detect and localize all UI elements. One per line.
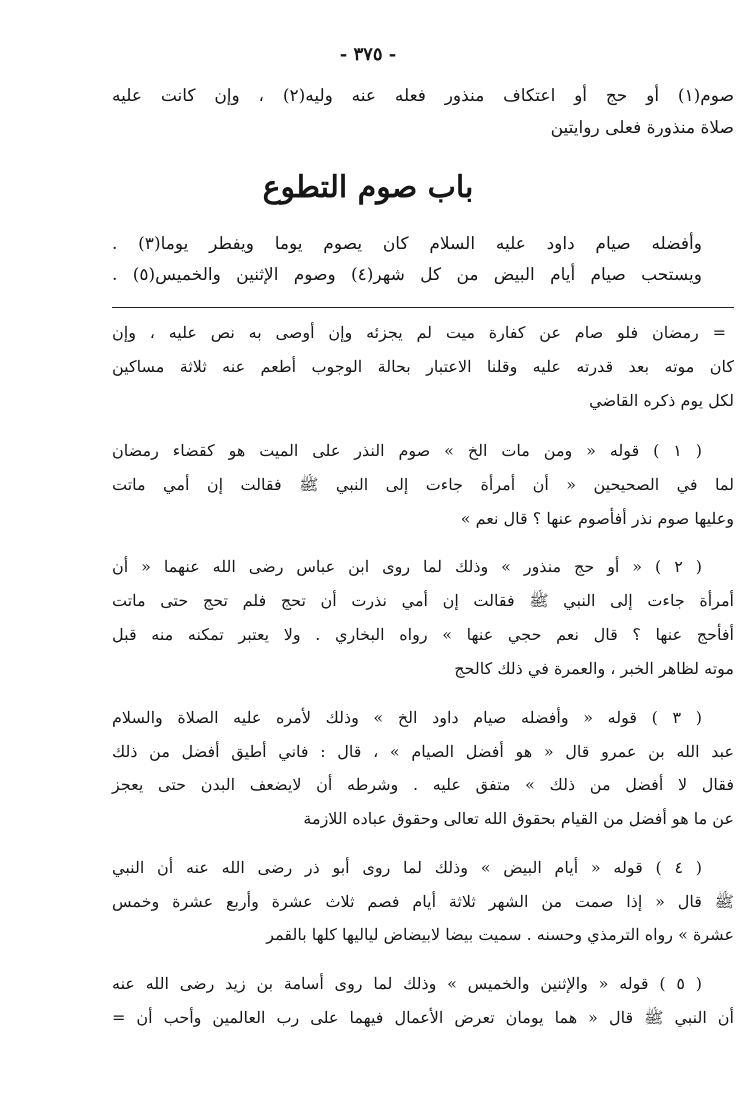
footnote-line: ( ٤ ) قوله « أيام البيض » وذلك لما روى أبو ذر رضى الله عنه أن النبي [112, 858, 703, 877]
footnote-line: فقال لا أفضل من ذلك » متفق عليه . وشرطه أن لايضعف البدن حتى يعجز [112, 775, 734, 794]
footnote-line: أمرأة جاءت إلى النبي ﷺ فقالت إن أمي نذرت أن تحج فلم تحج حتى ماتت [112, 591, 734, 610]
footnote-line: موته لظاهر الخبر ، والعمرة في ذلك كالحج [454, 659, 734, 678]
top-text-line: صوم(١) أو حج أو اعتكاف منذور فعله عنه وليه(٢) ، وإن كانت عليه [112, 86, 734, 106]
footnote-line: عبد الله بن عمرو قال « هو أفضل الصيام » ، قال : فاني أطيق أفضل من ذلك [112, 742, 734, 761]
chapter-text-line: ويستحب صيام أيام البيض من كل شهر(٤) وصوم الإثنين والخميس(٥) . [112, 265, 702, 285]
footnote-line: وعليها صوم نذر أفأصوم عنها ؟ قال نعم » [460, 509, 734, 528]
page-number: - ٣٧٥ - [339, 44, 397, 65]
footnote-divider [112, 307, 734, 308]
footnote-line: عشرة » رواه الترمذي وحسنه . سميت بيضا لابيضاض لياليها كلها بالقمر [266, 925, 734, 944]
footnote-line: ( ٥ ) قوله « والإثنين والخميس » وذلك لما روى أسامة بن زيد رضى الله عنه [112, 974, 703, 993]
footnote-line: أن النبي ﷺ قال « هما يومان تعرض الأعمال فيهما على رب العالمين وأحب أن = [112, 1008, 734, 1027]
footnote-line: ( ٣ ) قوله « وأفضله صيام داود الخ » وذلك لأمره عليه الصلاة والسلام [112, 708, 703, 727]
footnote-line: عن ما هو أفضل من القيام بحقوق الله تعالى وحقوق عباده اللازمة [303, 809, 734, 828]
footnote-line: ( ١ ) قوله « ومن مات الخ » صوم النذر على الميت هو كقضاء رمضان [112, 441, 703, 460]
footnote-line: ( ٢ ) « أو حج منذور » وذلك لما روى ابن عباس رضى الله عنهما « أن [112, 557, 702, 576]
footnote-line: كان موته بعد قدرته عليه وقلنا الاعتبار بحالة الوجوب أطعم عنه ثلاثة مساكين [112, 357, 734, 376]
footnote-line: أفأحج عنها ؟ قال نعم حجي عنها » رواه البخاري . ولا يعتبر تمكنه منه قبل [112, 625, 734, 644]
chapter-title: باب صوم التطوع [262, 170, 474, 205]
footnote-line: لكل يوم ذكره القاضي [589, 391, 734, 410]
footnote-line: = رمضان فلو صام عن كفارة ميت لم يجزئه وإن أوصى به نص عليه ، وإن [112, 323, 726, 342]
top-text-line: صلاة منذورة فعلى روايتين [550, 118, 734, 138]
footnote-line: ﷺ قال « إذا صمت من الشهر ثلاثة أيام فصم ثلاث عشرة وأربع عشرة وخمس [112, 892, 734, 911]
footnote-line: لما في الصحيحين « أن أمرأة جاءت إلى النبي ﷺ فقالت إن أمي ماتت [112, 475, 734, 494]
chapter-text-line: وأفضله صيام داود عليه السلام كان يصوم يوما ويفطر يوما(٣) . [112, 234, 702, 254]
